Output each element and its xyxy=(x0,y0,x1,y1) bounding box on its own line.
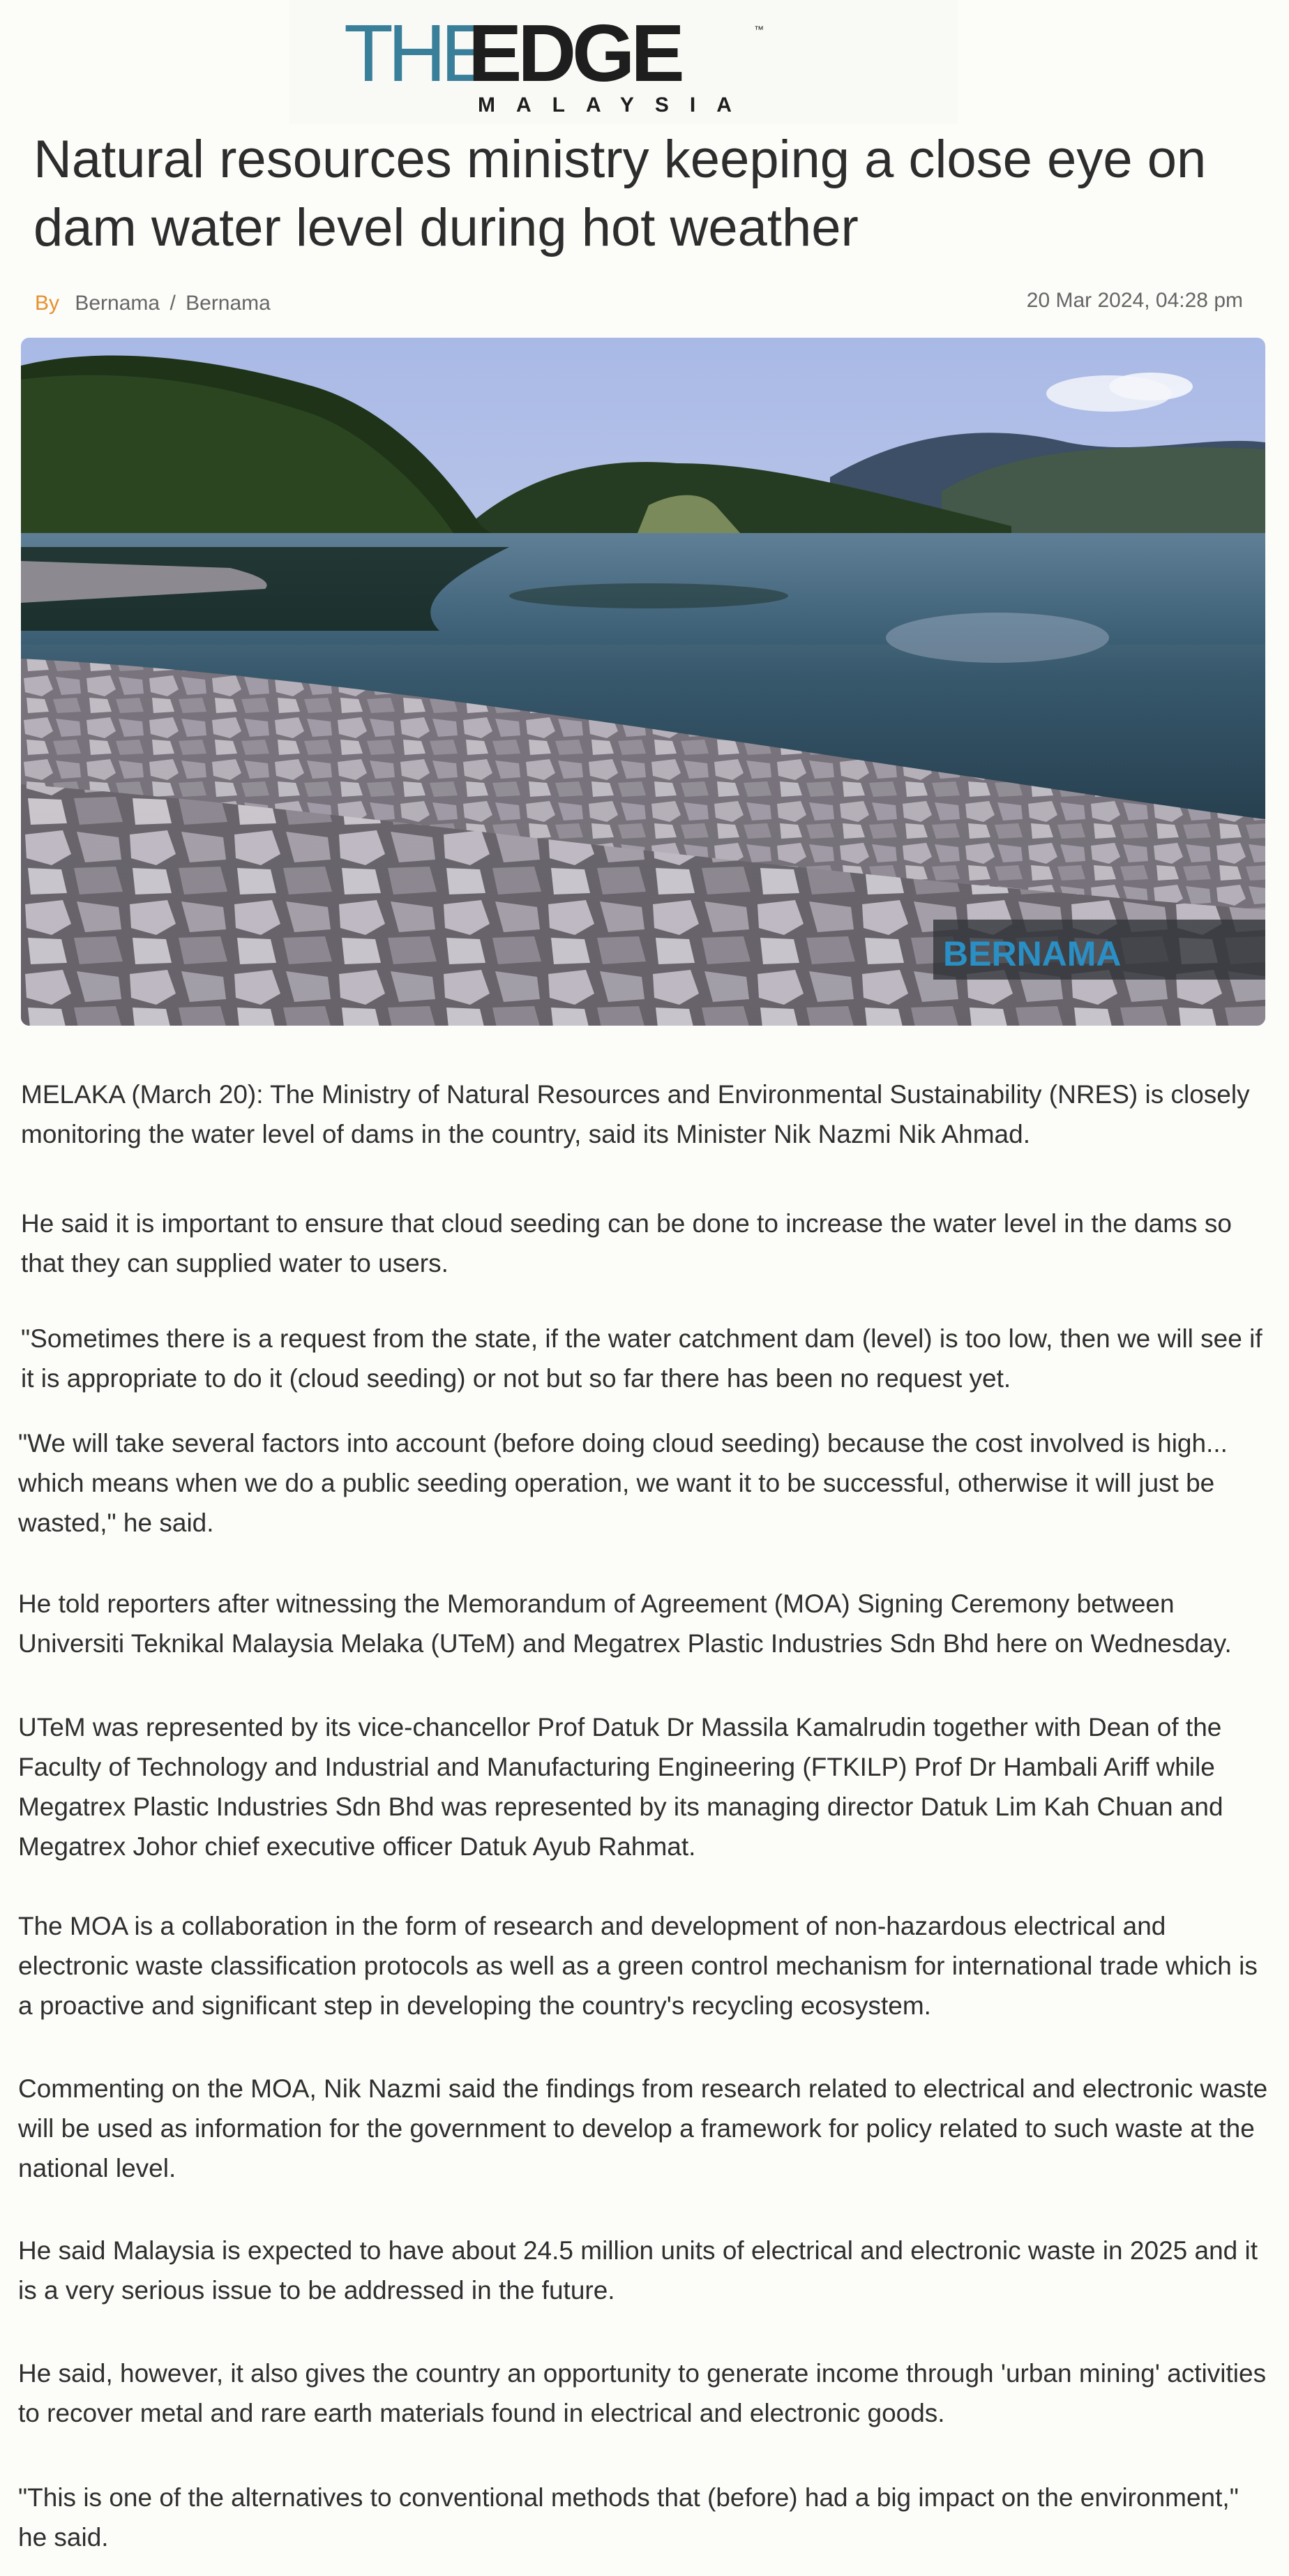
article-hero-image xyxy=(21,338,1265,1026)
article-paragraph: "Sometimes there is a request from the state, if the water catchment dam (level) is too low, then we will see if it is appropriate to do it (cloud seeding) or not but so far there has been no request yet. xyxy=(21,1324,1262,1393)
author-link[interactable]: Bernama xyxy=(75,292,160,315)
byline-separator: / xyxy=(169,292,176,315)
article-paragraph: Commenting on the MOA, Nik Nazmi said the findings from research related to electrical and electronic waste will be used as information for the government to develop a framework for policy related to such waste at the national level. xyxy=(18,2074,1268,2182)
source-link[interactable]: Bernama xyxy=(186,292,271,315)
logo-the: THE xyxy=(344,8,489,98)
byline-label: By xyxy=(35,292,60,315)
logo-trademark: ™ xyxy=(754,24,764,35)
image-watermark: BERNAMA xyxy=(943,934,1122,973)
publish-date: 20 Mar 2024, 04:28 pm xyxy=(1026,289,1243,312)
logo-country: MALAYSIA xyxy=(478,93,753,117)
article-paragraph: MELAKA (March 20): The Ministry of Natural Resources and Environmental Sustainability (NRES) is closely monitoring the water level of dams in the country, said its Minister Nik Nazmi Nik Ahmad. xyxy=(21,1080,1250,1148)
byline xyxy=(35,292,271,315)
article-paragraph: "We will take several factors into account (before doing cloud seeding) because the cost involved is high... which means when we do a public seeding operation, we want it to be successful, otherwise it will just be wasted," he said. xyxy=(18,1429,1228,1537)
article-paragraph: UTeM was represented by its vice-chancellor Prof Datuk Dr Massila Kamalrudin together with Dean of the Faculty of Technology and Industrial and Manufacturing Engineering (FTKILP) Prof Dr Hambali Ariff while Megatrex Plastic Industries Sdn Bhd was represented by its managing director Datuk Lim Kah Chuan and Megatrex Johor chief executive officer Datuk Ayub Rahmat. xyxy=(18,1713,1223,1861)
article-paragraph: He said it is important to ensure that cloud seeding can be done to increase the water level in the dams so that they can supplied water to users. xyxy=(21,1209,1232,1278)
article-paragraph: "This is one of the alternatives to conventional methods that (before) had a big impact on the environment," he said. xyxy=(18,2483,1239,2552)
article-paragraph: He told reporters after witnessing the Memorandum of Agreement (MOA) Signing Ceremony between Universiti Teknikal Malaysia Melaka (UTeM) and Megatrex Plastic Industries Sdn Bhd here on Wednesday. xyxy=(18,1589,1232,1658)
article-title: Natural resources ministry keeping a close eye on dam water level during hot weather xyxy=(33,130,1207,257)
article-paragraph: He said Malaysia is expected to have about 24.5 million units of electrical and electronic waste in 2025 and it is a very serious issue to be addressed in the future. xyxy=(18,2236,1258,2305)
article-paragraph: The MOA is a collaboration in the form of research and development of non-hazardous electrical and electronic waste classification protocols as well as a green control mechanism for international trade which is a proactive and significant step in developing the country's recycling ecosystem. xyxy=(18,1912,1258,2020)
article-paragraph: He said, however, it also gives the country an opportunity to generate income through 'urban mining' activities to recover metal and rare earth materials found in electrical and electronic goods. xyxy=(18,2359,1267,2427)
logo-edge: EDGE xyxy=(468,8,681,98)
site-logo[interactable] xyxy=(344,8,769,117)
